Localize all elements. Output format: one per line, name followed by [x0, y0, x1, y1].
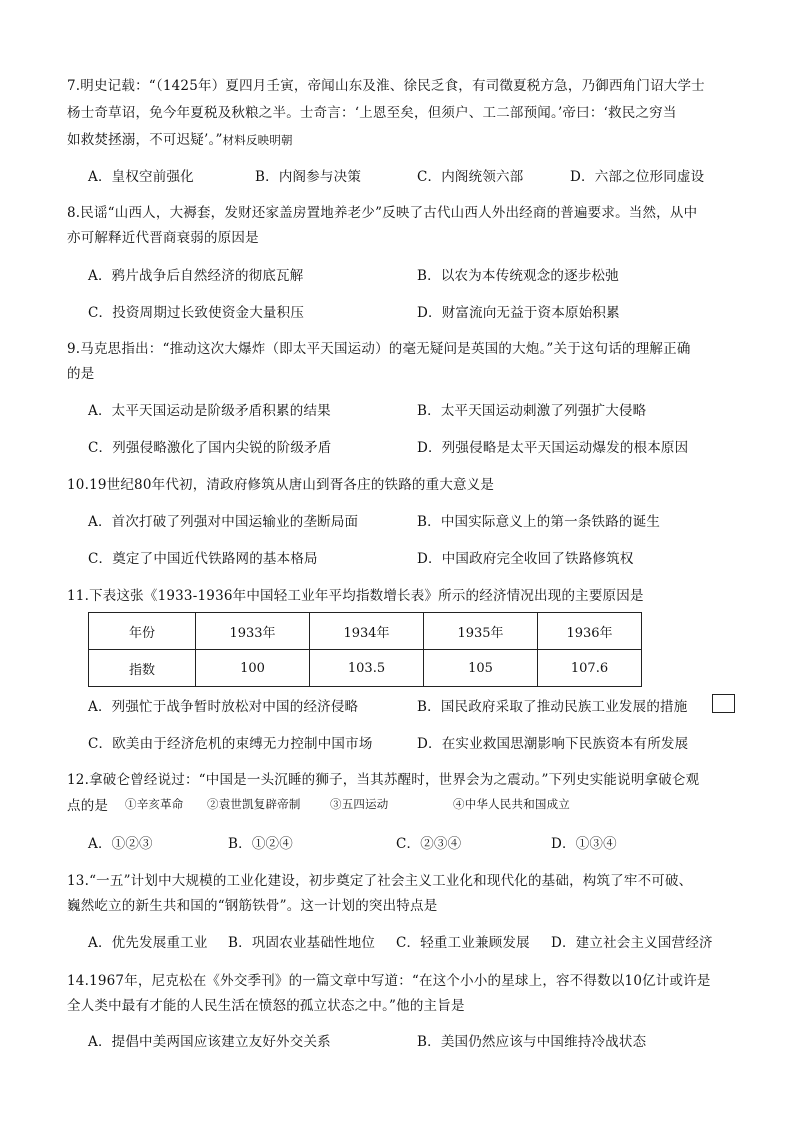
q7-option-b[interactable]: B．内阁参与决策: [255, 169, 362, 185]
q11-option-b[interactable]: B．国民政府采取了推动民族工业发展的措施: [417, 699, 688, 715]
q14-stem-line-1: 14.1967年，尼克松在《外交季刊》的一篇文章中写道：“在这个小小的星球上，容不得数以10亿计或许是: [67, 973, 711, 989]
q12-stem-line-2: [67, 794, 108, 814]
q12-option-a[interactable]: A．①②③: [88, 836, 153, 852]
q13-option-c[interactable]: C．轻重工业兼顾发展: [396, 935, 530, 951]
q11-option-c[interactable]: C．欧美由于经济危机的束缚无力控制中国市场: [88, 736, 373, 752]
q7-stem-line-3-main: 如救焚拯溺，不可迟疑’。”: [67, 132, 223, 148]
table-cell: 105: [424, 650, 538, 687]
q8-option-b[interactable]: B．以农为本传统观念的逐步松弛: [417, 268, 619, 284]
table-header-cell: 1933年: [196, 613, 310, 650]
q7-option-d[interactable]: D．六部之位形同虚设: [570, 169, 705, 185]
q12-option-d[interactable]: D．①③④: [551, 836, 617, 852]
table-header-cell: 1935年: [424, 613, 538, 650]
q11-option-a[interactable]: A．列强忙于战争暂时放松对中国的经济侵略: [88, 699, 359, 715]
q8-option-a[interactable]: A．鸦片战争后自然经济的彻底瓦解: [88, 268, 304, 284]
q7-option-a[interactable]: A．皇权空前强化: [88, 169, 194, 185]
q13-option-d[interactable]: D．建立社会主义国营经济: [551, 935, 713, 951]
answer-box: [712, 694, 735, 713]
q9-option-a[interactable]: A．太平天国运动是阶级矛盾积累的结果: [88, 403, 331, 419]
q13-stem-line-1: 13.“一五”计划中大规模的工业化建设，初步奠定了社会主义工业化和现代化的基础，构筑了牢不可破、: [67, 873, 693, 889]
table-header-cell: 年份: [89, 613, 196, 650]
table-cell: 指数: [89, 650, 196, 687]
q13-option-a[interactable]: A．优先发展重工业: [88, 935, 208, 951]
q12-item-2: ②袁世凯复辟帝制: [207, 797, 301, 811]
q10-option-b[interactable]: B．中国实际意义上的第一条铁路的诞生: [417, 514, 661, 530]
table-row: [89, 650, 642, 687]
q7-option-c[interactable]: C．内阁统领六部: [417, 169, 524, 185]
q14-option-a[interactable]: A．提倡中美两国应该建立友好外交关系: [88, 1034, 331, 1050]
table-cell: 103.5: [310, 650, 424, 687]
table-header-cell: 1936年: [538, 613, 642, 650]
q8-stem-line-1: 8.民谣“山西人，大褥套，发财还家盖房置地养老少”反映了古代山西人外出经商的普遍要求。当然，从中: [67, 205, 698, 221]
q12-stem-line-1: 12.拿破仑曾经说过：“中国是一头沉睡的狮子，当其苏醒时，世界会为之震动。”下列史实能说明拿破仑观: [67, 772, 700, 788]
q8-option-d[interactable]: D．财富流向无益于资本原始积累: [417, 305, 620, 321]
q11-stem-line-1: 11.下表这张《1933-1936年中国轻工业年平均指数增长表》所示的经济情况出现的主要原因是: [67, 588, 644, 604]
q12-item-1: ①辛亥革命: [125, 797, 184, 811]
q13-option-b[interactable]: B．巩固农业基础性地位: [228, 935, 376, 951]
q12-stem-line-2-main: 点的是: [67, 798, 109, 814]
q7-stem-line-3: [67, 128, 293, 148]
q11-option-d[interactable]: D．在实业救国思潮影响下民族资本有所发展: [417, 736, 689, 752]
q12-item-4: ④中华人民共和国成立: [453, 797, 570, 811]
q10-option-a[interactable]: A．首次打破了列强对中国运输业的垄断局面: [88, 514, 359, 530]
table-header-cell: 1934年: [310, 613, 424, 650]
q14-option-b[interactable]: B．美国仍然应该与中国维持冷战状态: [417, 1034, 647, 1050]
table-header-row: [89, 613, 642, 650]
q12-option-c[interactable]: C．②③④: [396, 836, 462, 852]
q10-stem-line-1: 10.19世纪80年代初，清政府修筑从唐山到胥各庄的铁路的重大意义是: [67, 477, 495, 493]
q9-option-c[interactable]: C．列强侵略激化了国内尖锐的阶级矛盾: [88, 440, 332, 456]
table-cell: 100: [196, 650, 310, 687]
q9-option-b[interactable]: B．太平天国运动刺激了列强扩大侵略: [417, 403, 647, 419]
q10-option-c[interactable]: C．奠定了中国近代铁路网的基本格局: [88, 551, 318, 567]
q7-stem-line-2: 杨士奇草诏，免今年夏税及秋粮之半。士奇言：‘上恩至矣，但须户、工二部预闻。’帝曰：‘救民之穷当: [67, 105, 677, 121]
q13-stem-line-2: 巍然屹立的新生共和国的“钢筋铁骨”。这一计划的突出特点是: [67, 898, 438, 914]
q12-option-b[interactable]: B．①②④: [228, 836, 293, 852]
q14-stem-line-2: 全人类中最有才能的人民生活在愤怒的孤立状态之中。”他的主旨是: [67, 998, 465, 1014]
q9-stem-line-2: 的是: [67, 366, 95, 382]
q7-stem-line-1: 7.明史记载：“（1425年）夏四月壬寅，帝闻山东及淮、徐民乏食，有司徵夏税方急，乃御西角门诏大学士: [67, 78, 705, 94]
q9-option-d[interactable]: D．列强侵略是太平天国运动爆发的根本原因: [417, 440, 689, 456]
q9-stem-line-1: 9.马克思指出：“推动这次大爆炸（即太平天国运动）的毫无疑问是英国的大炮。”关于这句话的理解正确: [67, 341, 691, 357]
q8-option-c[interactable]: C．投资周期过长致使资金大量积压: [88, 305, 305, 321]
q10-option-d[interactable]: D．中国政府完全收回了铁路修筑权: [417, 551, 634, 567]
q8-stem-line-2: 亦可解释近代晋商衰弱的原因是: [67, 230, 259, 246]
q12-item-3: ③五四运动: [330, 797, 389, 811]
q11-index-table: [88, 612, 642, 687]
table-cell: 107.6: [538, 650, 642, 687]
q7-stem-line-3-tail: 材料反映明朝: [222, 133, 293, 147]
